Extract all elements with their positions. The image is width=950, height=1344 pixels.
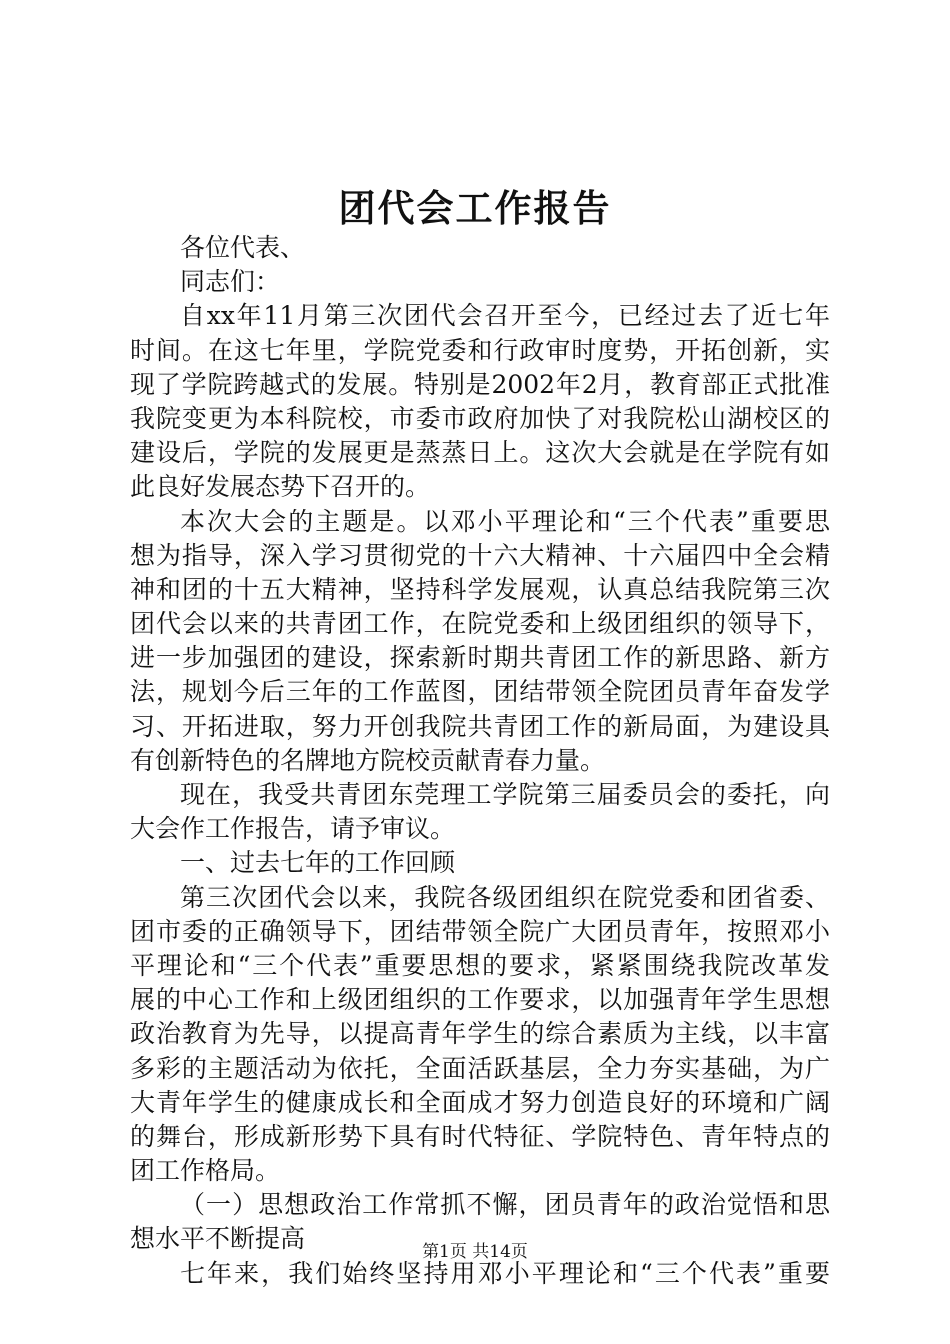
body-line: 本次大会的主题是。以邓小平理论和“三个代表”重要思 [180,506,830,536]
body-line: 自xx年11月第三次团代会召开至今，已经过去了近七年 [180,301,830,331]
body-line: 多彩的主题活动为依托，全面活跃基层，全力夯实基础，为广 [130,1053,830,1083]
body-line: 法，规划今后三年的工作蓝图，团结带领全院团员青年奋发学 [130,677,830,707]
body-line: 时间。在这七年里，学院党委和行政审时度势，开拓创新，实 [130,335,830,365]
body-line: 一、过去七年的工作回顾 [180,848,456,878]
page-footer: 第1页 共14页 [422,1242,528,1262]
body-line: 我院变更为本科院校，市委市政府加快了对我院松山湖校区的 [130,403,830,433]
body-line: 政治教育为先导，以提高青年学生的综合素质为主线，以丰富 [130,1019,830,1049]
body-line: 有创新特色的名牌地方院校贡献青春力量。 [130,745,606,775]
body-line: 第三次团代会以来，我院各级团组织在院党委和团省委、 [180,882,830,912]
body-line: 同志们： [180,267,281,297]
body-line: 建设后，学院的发展更是蒸蒸日上。这次大会就是在学院有如 [130,438,830,468]
body-line: 进一步加强团的建设，探索新时期共青团工作的新思路、新方 [130,643,830,673]
document-title: 团代会工作报告 [338,186,612,230]
document-body [130,231,830,1291]
body-line: 神和团的十五大精神，坚持科学发展观，认真总结我院第三次 [130,574,830,604]
body-line: 现了学院跨越式的发展。特别是2002年2月，教育部正式批准 [130,369,830,399]
body-line: 团代会以来的共青团工作，在院党委和上级团组织的领导下， [130,609,830,639]
body-line: 各位代表、 [180,233,306,262]
body-line: 团市委的正确领导下，团结带领全院广大团员青年，按照邓小 [130,916,830,946]
body-line: 团工作格局。 [130,1156,281,1186]
body-line: 大青年学生的健康成长和全面成才努力创造良好的环境和广阔 [130,1087,830,1117]
body-line: 习、开拓进取，努力开创我院共青团工作的新局面，为建设具 [130,711,830,741]
body-line: 想为指导，深入学习贯彻党的十六大精神、十六届四中全会精 [130,540,830,570]
body-line: （一）思想政治工作常抓不懈，团员青年的政治觉悟和思 [180,1190,830,1220]
body-line: 现在，我受共青团东莞理工学院第三届委员会的委托，向 [180,780,830,809]
body-line: 平理论和“三个代表”重要思想的要求，紧紧围绕我院改革发 [130,950,830,980]
body-line: 大会作工作报告，请予审议。 [130,814,456,844]
body-line: 此良好发展态势下召开的。 [130,472,431,502]
body-line: 展的中心工作和上级团组织的工作要求，以加强青年学生思想 [130,985,830,1015]
body-line: 七年来，我们始终坚持用邓小平理论和“三个代表”重要 [180,1258,830,1288]
body-line: 的舞台，形成新形势下具有时代特征、学院特色、青年特点的 [130,1121,830,1151]
body-line: 想水平不断提高 [130,1224,306,1254]
